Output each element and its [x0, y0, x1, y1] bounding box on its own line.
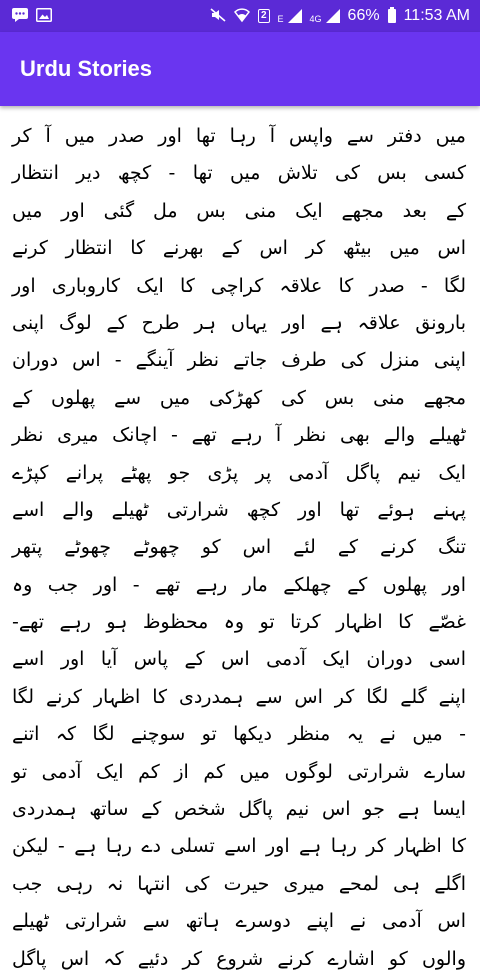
story-line: لگا - صدر کا علاقہ کراچی کا ایک کاروباری اور — [12, 274, 466, 297]
clock: 11:53 AM — [403, 7, 470, 24]
story-line: کسی بس کی تلاش میں تھا - کچھ دیر انتظار — [12, 162, 466, 185]
battery-percent: 66% — [347, 7, 380, 24]
story-line: اور پھلوں کے چھلکے مار رہے تھے - اور جب وہ — [12, 573, 466, 596]
status-bar — [0, 0, 480, 32]
story-line: اس آدمی نے اپنے دوسرے ہاتھ سے شرارتی ٹھیلے — [12, 910, 466, 933]
story-line: اسی دوران ایک آدمی اس کے پاس آیا اور اسے — [12, 648, 466, 671]
battery-icon — [388, 9, 396, 23]
story-line: ٹھیلے والے بھی نظر آ رہے تھے - اچانک میری نظر — [12, 424, 466, 447]
story-line: بارونق علاقہ ہے اور یہاں ہر طرح کے لوگ اپنی — [12, 311, 466, 334]
story-line: ایسا ہے جو اس نیم پاگل شخص کے ساتھ ہمدردی — [12, 798, 466, 821]
image-icon — [36, 8, 52, 25]
app-bar — [0, 32, 480, 106]
network-type: 4G — [309, 14, 322, 24]
story-line: کا اظہار کر رہا ہے اور اسے تسلی دے رہا ہے - لیکن — [12, 835, 466, 858]
story-line: اگلے ہی لمحے میری حیرت کی انتہا نہ رہی جب — [12, 872, 466, 895]
story-line: والوں کو اشارے کرنے شروع کر دئیے کہ اس پاگل — [12, 947, 466, 970]
wifi-icon — [234, 8, 250, 25]
network-type-small: E — [277, 14, 284, 24]
story-line: اپنی منزل کی طرف جاتے نظر آینگے - اس دوران — [12, 349, 466, 372]
story-content[interactable] — [0, 106, 480, 970]
signal-icon — [288, 9, 302, 23]
chat-icon — [12, 8, 28, 25]
story-line: میں دفتر سے واپس آ رہا تھا اور صدر میں آ کر — [12, 125, 466, 147]
story-line: مجھے منی بس کی کھڑکی میں سے پھلوں کے — [12, 386, 466, 409]
story-line: اس میں بیٹھ کر اس کے بھرنے کا انتظار کرنے — [12, 237, 466, 260]
story-line: سارے شرارتی لوگوں میں کم از کم ایک آدمی تو — [12, 760, 466, 783]
signal-icon-2 — [326, 9, 340, 23]
story-line: تنگ کرنے کے لئے اس کو چھوٹے چھوٹے پتھر — [12, 536, 466, 559]
story-line: غصّے کا اظہار کرتا تو وہ محظوظ ہو رہے تھے- — [12, 611, 466, 634]
status-bar-right — [210, 7, 470, 25]
story-line: اپنے گلے لگا کر اس سے ہمدردی کا اظہار کرنے لگا — [12, 685, 466, 708]
app-title: Urdu Stories — [20, 56, 153, 81]
mute-icon — [210, 8, 226, 25]
sim-badge: 2 — [258, 9, 270, 23]
story-line: ایک نیم پاگل آدمی پر پڑی جو پھٹے پرانے کپڑے — [12, 461, 466, 484]
story-line: پہنے ہوئے تھا اور کچھ شرارتی ٹھیلے والے اسے — [12, 498, 466, 521]
status-bar-left — [12, 8, 52, 25]
story-line: - میں نے یہ منظر دیکھا تو سوچنے لگا کہ اتنے — [12, 723, 466, 746]
story-line: کے بعد مجھے ایک منی بس مل گئی اور میں — [12, 199, 466, 222]
